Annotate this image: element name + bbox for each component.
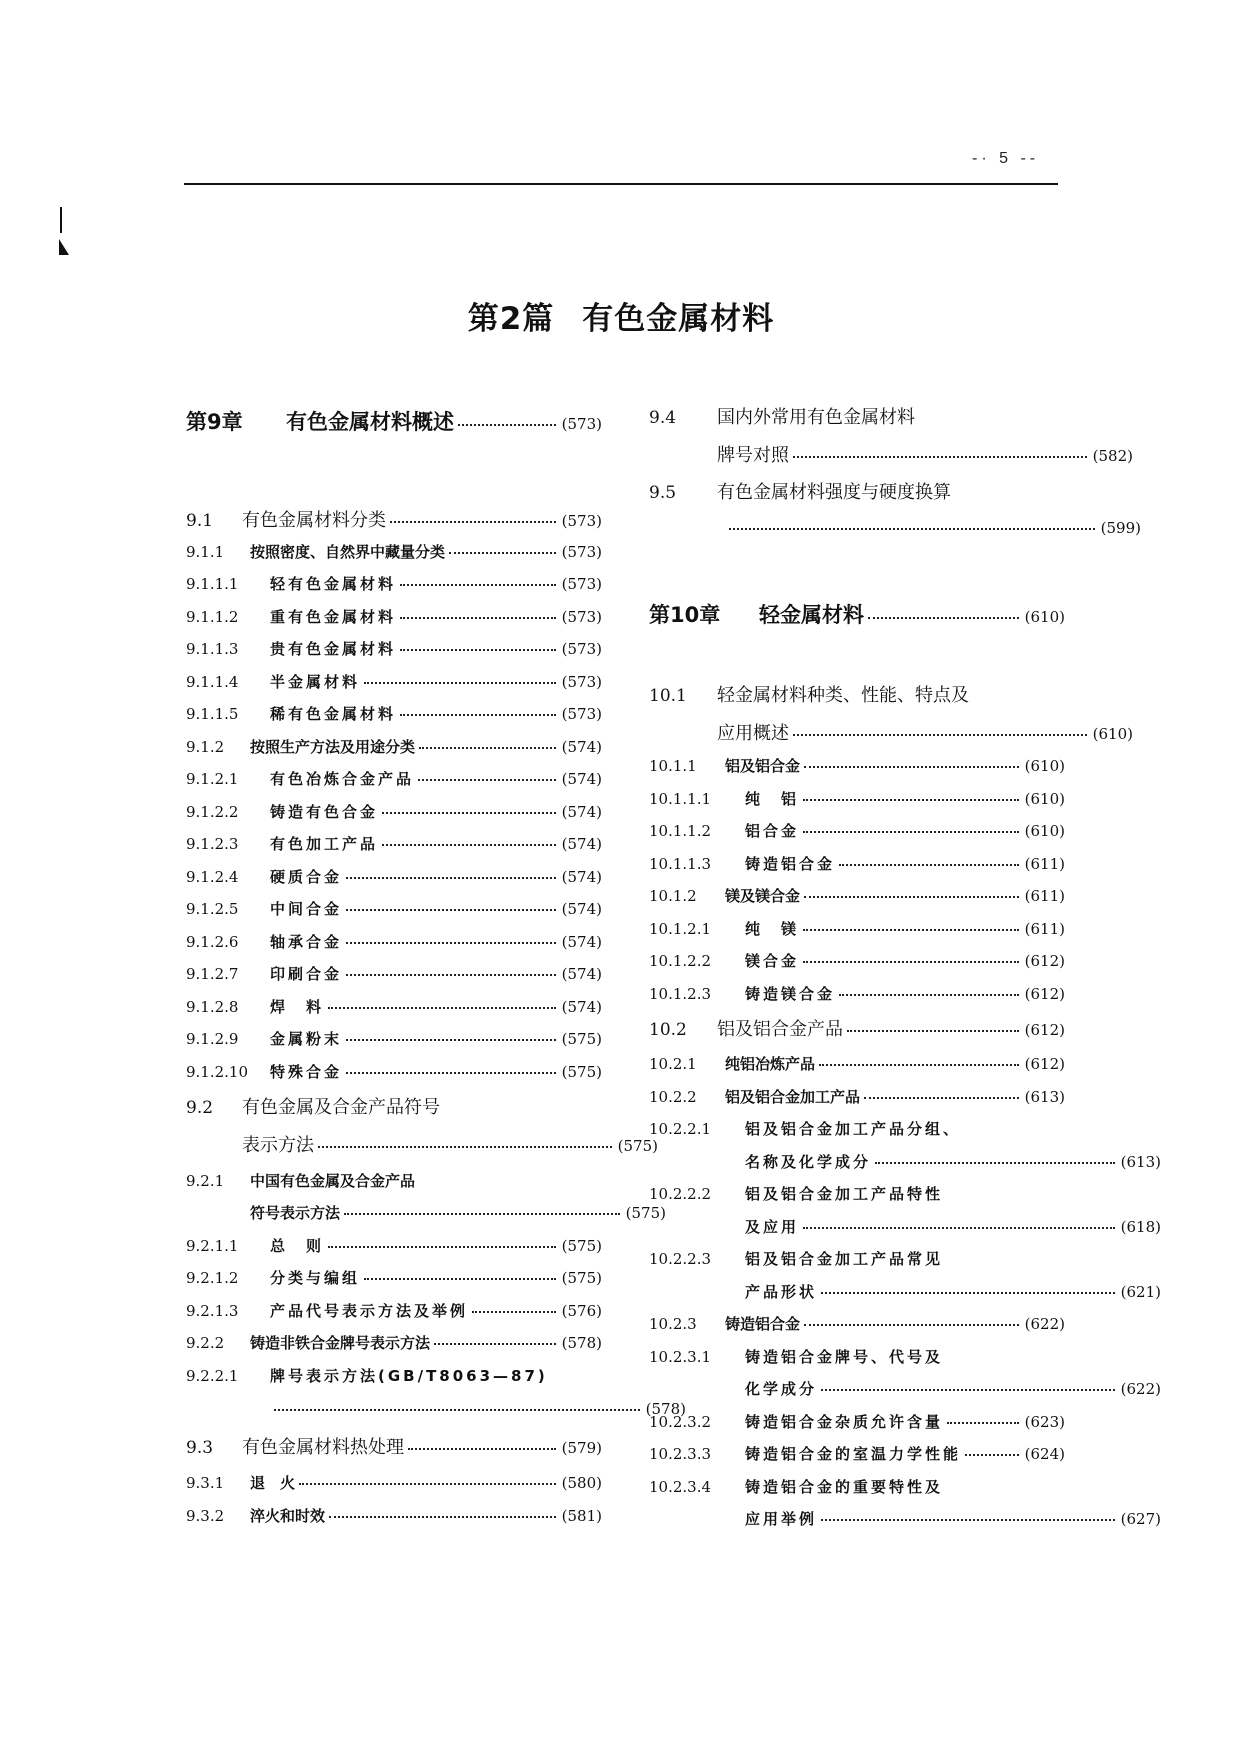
toc-entry[interactable] — [186, 1432, 602, 1464]
dot-leader — [328, 997, 556, 1012]
dot-leader — [449, 542, 556, 557]
toc-entry-page: (618) — [1120, 1218, 1161, 1236]
toc-entry-number: 9.1.1.2 — [186, 608, 239, 626]
dot-leader — [803, 1217, 1115, 1232]
dot-leader — [434, 1333, 556, 1348]
toc-entry[interactable] — [186, 765, 602, 793]
toc-entry-page: (574) — [561, 900, 602, 918]
toc-entry-title: 分类与编组 — [270, 1269, 361, 1287]
toc-entry-page: (599) — [1100, 519, 1141, 537]
dot-leader — [804, 756, 1019, 771]
toc-entry-number: 10.1.2 — [649, 887, 697, 905]
toc-entry-title: 有色加工产品 — [270, 835, 379, 853]
toc-entry[interactable] — [186, 635, 602, 663]
toc-entry-title: 铝及铝合金加工产品分组、 — [745, 1120, 962, 1138]
toc-entry-page: (574) — [561, 965, 602, 983]
toc-entry-title: 铸造铝合金的重要特性及 — [745, 1478, 944, 1496]
dot-leader — [400, 607, 556, 622]
toc-entry-title: 有色金属材料分类 — [242, 510, 386, 531]
toc-entry[interactable] — [186, 1502, 602, 1530]
toc-entry[interactable] — [649, 882, 1065, 910]
toc-entry-number: 9.1.2 — [186, 738, 225, 756]
toc-entry-title: 铸造铝合金的室温力学性能 — [745, 1445, 962, 1463]
toc-entry[interactable] — [649, 785, 1065, 813]
toc-entry[interactable] — [186, 668, 602, 696]
toc-entry[interactable] — [649, 402, 1065, 434]
toc-entry-page: (610) — [1092, 725, 1133, 743]
toc-entry-page: (613) — [1024, 1088, 1065, 1106]
toc-entry-title: 有色金属材料强度与硬度换算 — [717, 482, 951, 503]
toc-entry[interactable] — [186, 863, 602, 891]
toc-entry-page: (579) — [561, 1439, 602, 1457]
toc-entry-page: (622) — [1024, 1315, 1065, 1333]
toc-entry-page: (624) — [1024, 1445, 1065, 1463]
toc-entry-number: 9.3 — [186, 1438, 214, 1458]
dot-leader — [472, 1301, 556, 1316]
dot-leader — [803, 821, 1019, 836]
dot-leader — [947, 1412, 1019, 1427]
toc-entry-page: (611) — [1024, 855, 1065, 873]
dot-leader — [346, 867, 556, 882]
toc-entry-number: 9.2.2 — [186, 1334, 225, 1352]
toc-entry-page: (612) — [1024, 952, 1065, 970]
toc-entry[interactable] — [649, 1375, 1161, 1403]
toc-entry[interactable] — [186, 1469, 602, 1497]
dot-leader — [965, 1444, 1019, 1459]
toc-entry-number: 9.1.2.9 — [186, 1030, 239, 1048]
toc-entry-number: 10.1.1.2 — [649, 822, 712, 840]
dot-leader — [839, 854, 1019, 869]
dot-leader — [868, 601, 1019, 622]
toc-entry-title: 化学成分 — [745, 1380, 818, 1398]
part-name: 有色金属材料 — [582, 300, 775, 337]
toc-entry-number: 9.1.2.2 — [186, 803, 239, 821]
toc-entry-title: 表示方法 — [242, 1135, 314, 1156]
toc-entry-number: 9.1.2.8 — [186, 998, 239, 1016]
toc-entry-number: 9.1.1.3 — [186, 640, 239, 658]
toc-entry-title: 应用概述 — [717, 723, 789, 744]
toc-entry-page: (581) — [561, 1507, 602, 1525]
dot-leader — [346, 932, 556, 947]
toc-entry-title: 铸造铝合金 — [725, 1315, 801, 1333]
toc-entry-title: 稀有色金属材料 — [270, 705, 397, 723]
toc-entry-number: 10.2.2.1 — [649, 1120, 712, 1138]
toc-entry-page: (575) — [625, 1204, 666, 1222]
toc-entry[interactable] — [649, 850, 1065, 878]
toc-entry-page: (612) — [1024, 985, 1065, 1003]
toc-entry-title: 淬火和时效 — [250, 1507, 326, 1525]
dot-leader — [793, 443, 1087, 461]
toc-entry[interactable] — [186, 1362, 602, 1390]
dot-leader — [803, 789, 1019, 804]
toc-entry-title: 铝及铝合金加工产品 — [725, 1088, 861, 1106]
toc-entry-page: (610) — [1024, 757, 1065, 775]
dot-leader — [839, 984, 1019, 999]
toc-entry-number: 10.1 — [649, 686, 687, 706]
dot-leader — [803, 951, 1019, 966]
dot-leader — [400, 574, 556, 589]
toc-entry[interactable] — [186, 1329, 602, 1357]
toc-entry-title: 有色冶炼合金产品 — [270, 770, 415, 788]
toc-entry-title: 产品代号表示方法及举例 — [270, 1302, 469, 1320]
toc-entry-number: 10.1.1.1 — [649, 790, 712, 808]
toc-entry[interactable] — [649, 752, 1065, 780]
toc-entry[interactable] — [186, 1264, 602, 1292]
dot-leader — [364, 672, 556, 687]
toc-entry[interactable] — [186, 1395, 686, 1423]
toc-entry-number: 9.1.2.10 — [186, 1063, 249, 1081]
toc-entry-title: 轻金属材料种类、性能、特点及 — [717, 685, 969, 706]
toc-entry-number: 9.1.2.3 — [186, 835, 239, 853]
toc-entry-page: (574) — [561, 738, 602, 756]
toc-entry-page: (575) — [617, 1137, 658, 1155]
toc-entry-page: (610) — [1024, 608, 1065, 626]
dot-leader — [729, 518, 1095, 533]
toc-entry-title: 铝及铝合金加工产品特性 — [745, 1185, 944, 1203]
toc-entry[interactable] — [186, 895, 602, 923]
toc-chapter-entry[interactable] — [649, 598, 1065, 632]
toc-entry-number: 10.1.2.1 — [649, 920, 712, 938]
toc-entry-title: 金属粉末 — [270, 1030, 343, 1048]
toc-entry-page: (610) — [1024, 790, 1065, 808]
toc-entry[interactable] — [649, 1083, 1065, 1111]
toc-entry[interactable] — [649, 1180, 1065, 1208]
toc-entry[interactable] — [186, 1232, 602, 1260]
toc-entry[interactable] — [186, 1058, 602, 1086]
toc-entry-page: (574) — [561, 803, 602, 821]
toc-entry[interactable] — [649, 1408, 1065, 1436]
toc-entry-title: 铸造镁合金 — [745, 985, 836, 1003]
dot-leader — [329, 1506, 556, 1521]
toc-entry[interactable] — [649, 1014, 1065, 1046]
dot-leader — [346, 899, 556, 914]
toc-entry-number: 10.2 — [649, 1020, 687, 1040]
toc-entry[interactable] — [649, 1343, 1065, 1371]
toc-entry-title: 半金属材料 — [270, 673, 361, 691]
toc-entry-title: 轴承合金 — [270, 933, 343, 951]
toc-entry-number: 9.1.2.4 — [186, 868, 239, 886]
toc-entry-page: (574) — [561, 770, 602, 788]
toc-entry-page: (610) — [1024, 822, 1065, 840]
dot-leader — [400, 639, 556, 654]
toc-entry-number: 9.2.1.1 — [186, 1237, 239, 1255]
toc-entry-number: 10.1.1.3 — [649, 855, 712, 873]
toc-entry-title: 铝及铝合金 — [725, 757, 801, 775]
dot-leader — [346, 1062, 556, 1077]
toc-entry-number: 9.5 — [649, 483, 677, 503]
toc-entry[interactable] — [186, 1297, 602, 1325]
toc-entry-number: 10.2.3.1 — [649, 1348, 712, 1366]
toc-entry[interactable] — [186, 960, 602, 988]
toc-entry-title: 纯铝冶炼产品 — [725, 1055, 816, 1073]
dot-leader — [382, 834, 556, 849]
toc-entry[interactable] — [186, 733, 602, 761]
toc-entry[interactable] — [649, 947, 1065, 975]
toc-entry-number: 第9章 — [186, 410, 243, 434]
toc-entry-title: 有色金属材料热处理 — [242, 1437, 404, 1458]
toc-entry-title: 特殊合金 — [270, 1063, 343, 1081]
toc-entry-number: 10.2.3.3 — [649, 1445, 712, 1463]
dot-leader — [793, 721, 1087, 739]
toc-entry-title: 符号表示方法 — [250, 1204, 341, 1222]
dot-leader — [318, 1133, 612, 1151]
toc-entry-title: 贵有色金属材料 — [270, 640, 397, 658]
toc-entry-number: 9.1.2.7 — [186, 965, 239, 983]
toc-entry-title: 退 火 — [250, 1474, 296, 1492]
toc-entry[interactable] — [186, 928, 602, 956]
dot-leader — [458, 408, 556, 429]
toc-entry-title: 产品形状 — [745, 1283, 818, 1301]
toc-entry-page: (627) — [1120, 1510, 1161, 1528]
toc-entry[interactable] — [649, 514, 1141, 542]
toc-entry-title: 有色金属及合金产品符号 — [242, 1097, 440, 1118]
toc-entry[interactable] — [186, 603, 602, 631]
toc-entry-page: (576) — [561, 1302, 602, 1320]
dot-leader — [804, 886, 1019, 901]
dot-leader — [821, 1282, 1115, 1297]
toc-entry-title: 铝合金 — [745, 822, 800, 840]
toc-entry-title: 铸造非铁合金牌号表示方法 — [250, 1334, 431, 1352]
toc-entry[interactable] — [186, 1130, 658, 1162]
toc-entry-title: 纯 铝 — [745, 790, 800, 808]
toc-entry-number: 10.2.3 — [649, 1315, 697, 1333]
toc-entry-title: 纯 镁 — [745, 920, 800, 938]
toc-entry-page: (582) — [1092, 447, 1133, 465]
toc-entry-title: 及应用 — [745, 1218, 800, 1236]
toc-entry[interactable] — [649, 1505, 1161, 1533]
toc-entry-title: 重有色金属材料 — [270, 608, 397, 626]
dot-leader — [819, 1054, 1019, 1069]
toc-entry-title: 镁合金 — [745, 952, 800, 970]
toc-entry-page: (622) — [1120, 1380, 1161, 1398]
toc-entry-page: (573) — [561, 705, 602, 723]
toc-entry[interactable] — [186, 1025, 602, 1053]
toc-entry-page: (612) — [1024, 1021, 1065, 1039]
toc-entry-page: (621) — [1120, 1283, 1161, 1301]
toc-entry-number: 9.1.1.4 — [186, 673, 239, 691]
toc-entry-number: 10.2.3.4 — [649, 1478, 712, 1496]
toc-entry-title: 国内外常用有色金属材料 — [717, 407, 915, 428]
margin-bookmark-icon — [59, 207, 69, 255]
toc-entry[interactable] — [186, 798, 602, 826]
toc-entry-title: 轻有色金属材料 — [270, 575, 397, 593]
toc-entry-number: 9.1.2.6 — [186, 933, 239, 951]
toc-chapter-entry[interactable] — [186, 405, 602, 439]
toc-entry-page: (575) — [561, 1030, 602, 1048]
dot-leader — [803, 919, 1019, 934]
header-rule — [184, 183, 1058, 185]
dot-leader — [821, 1379, 1115, 1394]
toc-entry-title: 铝及铝合金产品 — [717, 1019, 843, 1040]
toc-entry-number: 9.1.2.1 — [186, 770, 239, 788]
toc-entry-number: 10.1.2.2 — [649, 952, 712, 970]
dot-leader — [390, 508, 556, 526]
toc-entry-number: 9.2.1.2 — [186, 1269, 239, 1287]
toc-entry[interactable] — [186, 830, 602, 858]
toc-entry-number: 9.2 — [186, 1098, 214, 1118]
toc-entry[interactable] — [649, 1245, 1065, 1273]
toc-entry-number: 9.1.1 — [186, 543, 225, 561]
toc-entry-number: 9.1.1.5 — [186, 705, 239, 723]
toc-entry-number: 第10章 — [649, 603, 721, 627]
page-number: -· 5 -- — [972, 150, 1040, 167]
toc-entry-title: 铸造铝合金杂质允许含量 — [745, 1413, 944, 1431]
toc-entry-number: 9.2.2.1 — [186, 1367, 239, 1385]
dot-leader — [344, 1203, 620, 1218]
toc-entry-number: 9.3.1 — [186, 1474, 225, 1492]
toc-entry-title: 中间合金 — [270, 900, 343, 918]
dot-leader — [408, 1435, 556, 1453]
dot-leader — [847, 1017, 1019, 1035]
dot-leader — [400, 704, 556, 719]
toc-entry-title: 按照生产方法及用途分类 — [250, 738, 416, 756]
toc-entry-number: 9.1.2.5 — [186, 900, 239, 918]
toc-entry-title: 铸造铝合金 — [745, 855, 836, 873]
dot-leader — [346, 964, 556, 979]
toc-entry[interactable] — [649, 1440, 1065, 1468]
toc-entry-number: 10.1.1 — [649, 757, 697, 775]
toc-entry-number: 9.3.2 — [186, 1507, 225, 1525]
toc-entry-page: (573) — [561, 575, 602, 593]
toc-entry[interactable] — [649, 1310, 1065, 1338]
dot-leader — [821, 1509, 1115, 1524]
dot-leader — [299, 1473, 556, 1488]
toc-entry[interactable] — [186, 505, 602, 537]
toc-entry-number: 10.2.2 — [649, 1088, 697, 1106]
toc-entry-number: 10.1.2.3 — [649, 985, 712, 1003]
toc-entry-title: 轻金属材料 — [759, 603, 864, 627]
toc-entry-page: (611) — [1024, 920, 1065, 938]
toc-entry[interactable] — [649, 477, 1065, 509]
toc-entry[interactable] — [186, 1092, 602, 1124]
toc-entry-page: (612) — [1024, 1055, 1065, 1073]
toc-entry-page: (573) — [561, 608, 602, 626]
toc-entry-page: (623) — [1024, 1413, 1065, 1431]
toc-entry[interactable] — [649, 1148, 1161, 1176]
toc-entry-number: 10.2.3.2 — [649, 1413, 712, 1431]
toc-entry-title: 名称及化学成分 — [745, 1153, 872, 1171]
toc-entry[interactable] — [649, 1278, 1161, 1306]
toc-entry-page: (573) — [561, 543, 602, 561]
toc-entry-page: (574) — [561, 933, 602, 951]
toc-entry[interactable] — [186, 993, 602, 1021]
toc-entry-number: 9.2.1.3 — [186, 1302, 239, 1320]
toc-entry[interactable] — [649, 817, 1065, 845]
toc-entry-page: (573) — [561, 512, 602, 530]
toc-entry-page: (574) — [561, 868, 602, 886]
dot-leader — [382, 802, 556, 817]
toc-entry-page: (575) — [561, 1063, 602, 1081]
toc-entry[interactable] — [186, 570, 602, 598]
toc-entry-number: 9.4 — [649, 408, 677, 428]
toc-entry-page: (613) — [1120, 1153, 1161, 1171]
toc-entry[interactable] — [649, 718, 1133, 750]
toc-entry-title: 铝及铝合金加工产品常见 — [745, 1250, 944, 1268]
toc-entry[interactable] — [186, 1199, 666, 1227]
toc-entry[interactable] — [649, 1473, 1065, 1501]
toc-entry-title: 应用举例 — [745, 1510, 818, 1528]
toc-entry[interactable] — [649, 440, 1133, 472]
toc-entry-title: 中国有色金属及合金产品 — [250, 1172, 416, 1190]
toc-entry-title: 牌号表示方法(GB/T8063—87) — [270, 1367, 548, 1385]
toc-entry-number: 9.1 — [186, 511, 214, 531]
toc-entry-page: (573) — [561, 415, 602, 433]
toc-entry-page: (575) — [561, 1237, 602, 1255]
toc-entry-title: 有色金属材料概述 — [286, 410, 454, 434]
part-number: 第2篇 — [467, 300, 555, 337]
toc-entry-page: (574) — [561, 998, 602, 1016]
toc-entry-page: (573) — [561, 640, 602, 658]
dot-leader — [419, 737, 556, 752]
toc-entry[interactable] — [649, 1115, 1065, 1143]
toc-entry-number: 10.2.2.2 — [649, 1185, 712, 1203]
toc-entry-page: (573) — [561, 673, 602, 691]
toc-entry-title: 焊 料 — [270, 998, 325, 1016]
dot-leader — [274, 1399, 640, 1414]
toc-entry[interactable] — [186, 700, 602, 728]
toc-entry-page: (578) — [645, 1400, 686, 1418]
toc-entry-number: 9.2.1 — [186, 1172, 225, 1190]
toc-entry-title: 镁及镁合金 — [725, 887, 801, 905]
toc-entry-number: 9.1.1.1 — [186, 575, 239, 593]
toc-entry-title: 印刷合金 — [270, 965, 343, 983]
toc-entry-page: (574) — [561, 835, 602, 853]
toc-entry-title: 硬质合金 — [270, 868, 343, 886]
dot-leader — [364, 1268, 556, 1283]
toc-entry[interactable] — [649, 980, 1065, 1008]
toc-entry-title: 总 则 — [270, 1237, 325, 1255]
dot-leader — [875, 1152, 1115, 1167]
toc-entry-title: 铸造有色合金 — [270, 803, 379, 821]
dot-leader — [804, 1314, 1019, 1329]
toc-entry-title: 铸造铝合金牌号、代号及 — [745, 1348, 944, 1366]
toc-entry-title: 牌号对照 — [717, 445, 789, 466]
toc-entry-page: (611) — [1024, 887, 1065, 905]
toc-entry[interactable] — [186, 1167, 602, 1195]
dot-leader — [864, 1087, 1019, 1102]
toc-entry[interactable] — [649, 1213, 1161, 1241]
dot-leader — [346, 1029, 556, 1044]
toc-entry[interactable] — [186, 538, 602, 566]
toc-entry-page: (580) — [561, 1474, 602, 1492]
dot-leader — [328, 1236, 556, 1251]
toc-entry[interactable] — [649, 680, 1065, 712]
part-title — [0, 293, 1242, 338]
toc-entry[interactable] — [649, 1050, 1065, 1078]
toc-entry-number: 10.2.2.3 — [649, 1250, 712, 1268]
toc-entry[interactable] — [649, 915, 1065, 943]
dot-leader — [418, 769, 556, 784]
toc-entry-title: 按照密度、自然界中藏量分类 — [250, 543, 446, 561]
toc-entry-number: 10.2.1 — [649, 1055, 697, 1073]
toc-entry-page: (575) — [561, 1269, 602, 1287]
toc-entry-page: (578) — [561, 1334, 602, 1352]
